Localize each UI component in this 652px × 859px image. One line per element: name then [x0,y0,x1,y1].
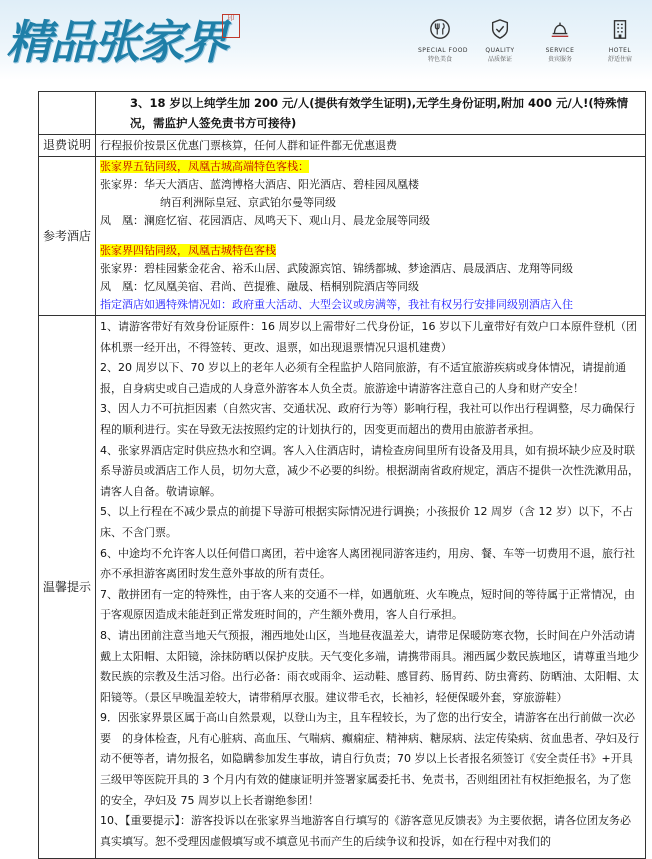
feature-en: QUALITY [485,47,515,54]
header-banner [0,0,652,80]
feature-cn: 特色美食 [427,56,452,63]
service-bell-icon [549,18,571,40]
four-star-zjj: 张家界：碧桂园紫金花舍、裕禾山居、武陵源宾馆、锦绣都城、梦途酒店、晨晟酒店、龙翔等同级 [100,262,573,275]
feature-service [538,18,582,63]
tip-item: 5、以上行程在不减少景点的前提下导游可根据实际情况进行调换；小孩报价 12 周岁（含 12 岁）以下，不占床、不含门票。 [100,505,633,539]
five-star-zjj-cont: 纳百利洲际皇冠、京武铂尔曼等同级 [160,196,336,209]
feature-en: SERVICE [545,47,575,54]
tip-item: 3、因人力不可抗拒因素（自然灾害、交通状况、政府行为等）影响行程，我社可以作出行程调整，尽力确保行程的顺利进行。实在导致无法按照约定的计划执行的，因变更而超出的费用由旅游者承担。 [100,402,635,436]
tip-item: 8、请出团前注意当地天气预报，湘西地处山区，当地昼夜温差大，请带足保暖防寒衣物，长时间在户外活动请戴上太阳帽、太阳镜，涂抹防晒以保护皮肤。天气变化多端，请携带雨具。湘西属少数民族地区，请尊重当地少数民族的宗教及生活习俗。出行必备：雨衣或雨伞、运动鞋、感冒药、肠胃药、防虫膏药、防晒油、太阳帽、太阳镜等。（景区早晚温差较大，请带稍厚衣服。建议带毛衣，长袖衫，轻便保暖外套，穿旅游鞋） [100,628,639,704]
tip-item: 7、散拼团有一定的特殊性，由于客人来的交通不一样，如遇航班、火车晚点，短时间的等待属于正常情况，由于客观原因造成未能赶到正常发班时间的，产生额外费用，客人自行承担。 [100,587,635,622]
tips-label: 温馨提示 [39,316,96,859]
feature-cn: 品质保证 [487,56,512,63]
four-star-fh: 凤 凰：忆凤凰美宿、君尚、芭提雅、融晟、梧桐别院酒店等同级 [100,280,419,293]
hotel-label: 参考酒店 [39,157,96,316]
feature-en: SPECIAL FOOD [418,47,469,54]
feature-cn: 贵宾服务 [547,56,572,63]
table-row [39,135,646,157]
feature-icons [418,18,642,63]
feature-special-food [418,18,469,63]
tip-item: 6、中途均不允许客人以任何借口离团，若中途客人离团视同游客违约，用房、餐、车等一切费用不退，旅行社亦不承担游客离团时发生意外事故的所有责任。 [100,546,635,581]
tip-item: 10、【重要提示】：游客投诉以在张家界当地游客自行填写的《游客意见反馈表》为主要依据，请各位团友务必真实填写。恕不受理因虚假填写或不填意见书而产生的后续争议和投诉，如在行程中对我们的 [100,814,631,848]
table-row [39,316,646,859]
tip-item: 4、张家界酒店定时供应热水和空调。客人入住酒店时，请检查房间里所有设备及用具，如有损坏缺少应及时联系导游员或酒店工作人员，切勿大意，减少不必要的纠纷。根据湖南省政府规定，酒店不提供一次性洗漱用品，请客人自备。敬请谅解。 [100,443,639,498]
tips-cell [96,316,646,859]
tip-item: 2、20 周岁以下、70 岁以上的老年人必须有全程监护人陪同旅游，有不适宜旅游疾病或身体情况，请提前通报，自身病史或自己造成的人身意外游客本人负全责。旅游途中请游客注意自己的人身和财产安全！ [100,361,626,395]
refund-label: 退费说明 [39,135,96,157]
five-star-zjj: 张家界：华天大酒店、蓝湾博格大酒店、阳光酒店、碧桂园凤凰楼 [100,178,419,191]
quality-shield-icon [489,18,511,40]
itinerary-table [38,91,646,859]
feature-hotel [598,18,642,63]
four-star-heading: 张家界四钻同级，凤凰古城特色客栈 [100,244,276,257]
table-row [39,157,646,316]
brand-seal: 印 [222,14,240,38]
hotel-building-icon [609,18,631,40]
student-surcharge-note: 3、18 岁以上纯学生加 200 元/人(提供有效学生证明),无学生身份证明,附加 400 元/人!(特殊情况，需监护人签免责书方可接待) [96,92,646,135]
refund-text: 行程报价按景区优惠门票核算，任何人群和证件都无优惠退费 [96,135,646,157]
hotel-notice: 指定酒店如遇特殊情况如：政府重大活动、大型会议或房满等，我社有权另行安排同级别酒店入住 [100,298,573,311]
empty-label-cell [39,92,96,135]
five-star-heading: 张家界五钻同级，凤凰古城高端特色客栈： [100,160,309,173]
table-row [39,92,646,135]
tip-item: 9．因张家界景区属于高山自然景观，以登山为主，且车程较长，为了您的出行安全，请游客在出行前做一次必要 的身体检查，凡有心脏病、高血压、气喘病、癫痫症、精神病、糖尿病、法定传染病、贫血患者、孕妇及行动不便等者，请勿报名，如隐瞒参加发生事故，请自行负责；70 岁以上长者报名须签订《安全责任书》+开具三级甲等医院开具的 3 个月内有效的健康证明并签署家属委托书、免责书，否则组团社有权拒绝报名，为了您的安全，孕妇及 75 周岁以上长者谢绝参团！ [100,711,639,807]
feature-en: HOTEL [608,47,632,54]
brand-logo: 精品张家界 [6,15,226,69]
five-star-fh: 凤 凰：澜庭忆宿、花园酒店、凤鸣天下、观山月、晨龙金展等同级 [100,214,430,227]
feature-quality [478,18,522,63]
feature-cn: 舒适住宿 [607,56,632,63]
fork-knife-icon [429,18,451,40]
hotel-cell [96,157,646,316]
tip-item: 1、请游客带好有效身份证原件：16 周岁以上需带好二代身份证，16 岁以下儿童带好有效户口本原件登机（团体机票一经开出，不得签转、更改、退票，如出现退票情况只退机建费） [100,320,637,354]
